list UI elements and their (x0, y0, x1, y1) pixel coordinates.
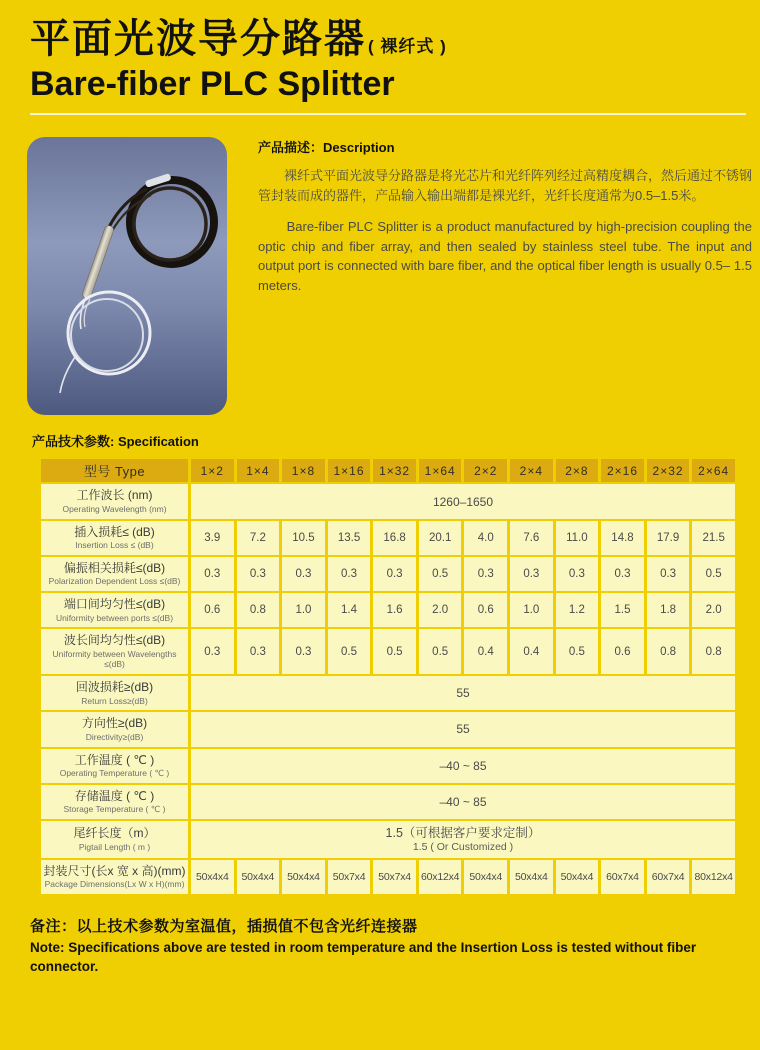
spec-value-cell: 11.0 (556, 521, 599, 555)
spec-value-cell: 60x7x4 (601, 860, 644, 894)
row-label-cell (41, 860, 188, 894)
row-label-en: Insertion Loss ≤ (dB) (75, 540, 154, 551)
spec-span-cell: 1260–1650 (191, 484, 735, 518)
column-header: 1×2 (191, 459, 234, 482)
spec-value-cell: 50x4x4 (237, 860, 280, 894)
spec-value-cell: 1.8 (647, 593, 690, 627)
row-label-cell (41, 593, 188, 627)
row-label-cell (41, 629, 188, 674)
spec-value-cell: 80x12x4 (692, 860, 735, 894)
spec-span-cell: 55 (191, 676, 735, 710)
specification-section (0, 431, 760, 896)
spec-value-cell: 0.8 (237, 593, 280, 627)
row-label-en: Operating Temperature ( ℃ ) (59, 768, 170, 779)
row-label-cn: 端口间均匀性≤(dB) (63, 597, 166, 612)
spec-value-cell: 1.0 (282, 593, 325, 627)
row-label-cn: 工作温度 ( ℃ ) (74, 752, 155, 767)
spec-value-cell: 2.0 (692, 593, 735, 627)
row-label-en: Package Dimensions(Lx W x H)(mm) (44, 879, 185, 890)
spec-span-cell: 55 (191, 712, 735, 746)
page-header (0, 0, 760, 115)
spec-value-cell: 16.8 (373, 521, 416, 555)
spec-table-row (41, 629, 735, 674)
spec-value-cell: 4.0 (464, 521, 507, 555)
spec-value-cell: 1.4 (328, 593, 371, 627)
spec-value-cell: 0.5 (692, 557, 735, 591)
spec-corner-header: 型号 Type (41, 459, 188, 482)
row-label-cell (41, 676, 188, 710)
spec-value-cell: 0.5 (556, 629, 599, 674)
row-label-cn: 回波损耗≥(dB) (75, 680, 154, 695)
spec-table-row (41, 676, 735, 710)
column-header: 1×16 (328, 459, 371, 482)
description-paragraph-en: Bare-fiber PLC Splitter is a product manufactured by high-precision coupling the optic chip and fiber array, and then sealed by stainless steel tube. The input and output port is connected with bare fiber, and the optical fiber length is usually 0.5– 1.5 meters. (258, 219, 752, 293)
column-header: 1×8 (282, 459, 325, 482)
row-label-cn: 存储温度 ( ℃ ) (74, 788, 155, 803)
description-heading: 产品描述：Description (258, 140, 395, 156)
row-label-cell (41, 749, 188, 783)
spec-span-cell: –40 ~ 85 (191, 785, 735, 819)
title-underline (30, 113, 746, 115)
spec-value-cell: 0.5 (419, 629, 462, 674)
spec-value-cell: 50x7x4 (373, 860, 416, 894)
spec-value-cell: 0.3 (191, 629, 234, 674)
spec-value-cell: 50x7x4 (328, 860, 371, 894)
column-header: 2×2 (464, 459, 507, 482)
spec-value-cell: 0.3 (510, 557, 553, 591)
spec-value-cell: 0.3 (237, 629, 280, 674)
spec-value-cell: 0.8 (647, 629, 690, 674)
row-label-en: Uniformity between Wavelengths ≤(dB) (52, 648, 177, 670)
row-label-cn: 工作波长 (nm) (76, 488, 153, 503)
spec-table-row (41, 860, 735, 894)
description-block (258, 137, 752, 415)
row-label-cell (41, 821, 188, 858)
spec-value-cell: 2.0 (419, 593, 462, 627)
row-label-en: Return Loss≥(dB) (81, 695, 148, 706)
column-header: 2×64 (692, 459, 735, 482)
spec-value-cell: 0.3 (237, 557, 280, 591)
spec-value-cell: 0.6 (464, 593, 507, 627)
spec-value-cell: 21.5 (692, 521, 735, 555)
spec-value-cell: 0.4 (510, 629, 553, 674)
spec-value-cell: 7.2 (237, 521, 280, 555)
spec-value-cell: 60x7x4 (647, 860, 690, 894)
column-header: 2×8 (556, 459, 599, 482)
spec-header-row (41, 459, 735, 482)
spec-value-cell: 1.6 (373, 593, 416, 627)
row-label-en: Uniformity between ports ≤(dB) (55, 612, 174, 623)
row-label-en: Directivity≥(dB) (85, 731, 144, 742)
spec-value-cell: 13.5 (328, 521, 371, 555)
note-line-cn: 备注：以上技术参数为室温值，插损值不包含光纤连接器 (30, 918, 418, 936)
spec-value-cell: 0.3 (282, 629, 325, 674)
intro-section (27, 137, 752, 415)
fiber-splitter-photo-illustration (27, 137, 227, 415)
spec-value-cell: 50x4x4 (510, 860, 553, 894)
spec-table-row (41, 521, 735, 555)
spec-value-cell: 0.3 (464, 557, 507, 591)
row-label-cell (41, 521, 188, 555)
row-label-cn: 插入损耗≤ (dB) (74, 524, 155, 539)
note-block (30, 916, 756, 977)
spec-value-cell: 0.5 (373, 629, 416, 674)
spec-value-cell: 1.2 (556, 593, 599, 627)
row-label-cn: 偏振相关损耗≤(dB) (63, 560, 166, 575)
row-label-cn: 波长间均匀性≤(dB) (63, 633, 166, 648)
spec-value-cell: 0.6 (601, 629, 644, 674)
spec-value-cell: 0.3 (328, 557, 371, 591)
row-label-en: Polarization Dependent Loss ≤(dB) (48, 576, 181, 587)
spec-table-row (41, 712, 735, 746)
column-header: 1×64 (419, 459, 462, 482)
column-header: 1×4 (237, 459, 280, 482)
row-label-cell (41, 557, 188, 591)
spec-table-row (41, 749, 735, 783)
spec-value-cell: 1.5 (601, 593, 644, 627)
page-title-cn-suffix: ( 裸纤式 ) (368, 37, 447, 56)
row-label-cn: 封装尺寸(长x 宽 x 高)(mm) (43, 863, 186, 878)
column-header: 2×16 (601, 459, 644, 482)
spec-value-cell: 3.9 (191, 521, 234, 555)
spec-table-row (41, 785, 735, 819)
row-label-en: Storage Temperature ( ℃ ) (63, 804, 166, 815)
spec-span-line1: 1.5（可根据客户要求定制） (385, 825, 541, 840)
spec-value-cell: 50x4x4 (282, 860, 325, 894)
specification-heading: 产品技术参数: Specification (32, 434, 199, 450)
spec-value-cell: 50x4x4 (556, 860, 599, 894)
spec-value-cell: 20.1 (419, 521, 462, 555)
column-header: 1×32 (373, 459, 416, 482)
spec-value-cell: 50x4x4 (464, 860, 507, 894)
note-line-en: Note: Specifications above are tested in room temperature and the Insertion Loss is tested without fiber connector. (30, 939, 697, 975)
spec-value-cell: 0.3 (647, 557, 690, 591)
spec-span-cell: –40 ~ 85 (191, 749, 735, 783)
row-label-cell (41, 785, 188, 819)
description-paragraph-cn: 裸纤式平面光波导分路器是将光芯片和光纤阵列经过高精度耦合，然后通过不锈钢管封装而成的器件，产品输入输出端都是裸光纤，光纤长度通常为0.5–1.5米。 (258, 168, 753, 203)
row-label-cn: 尾纤长度（m） (73, 826, 156, 841)
spec-value-cell: 0.3 (556, 557, 599, 591)
column-header: 2×4 (510, 459, 553, 482)
product-photo (27, 137, 227, 415)
spec-value-cell: 0.4 (464, 629, 507, 674)
spec-value-cell: 50x4x4 (191, 860, 234, 894)
spec-value-cell: 0.8 (692, 629, 735, 674)
column-header: 2×32 (647, 459, 690, 482)
spec-value-cell: 14.8 (601, 521, 644, 555)
row-label-en: Operating Wavelength (nm) (62, 503, 167, 514)
spec-value-cell: 0.5 (419, 557, 462, 591)
spec-value-cell: 1.0 (510, 593, 553, 627)
spec-value-cell: 0.5 (328, 629, 371, 674)
row-label-en: Pigtail Length ( m ) (78, 841, 151, 852)
spec-table-row (41, 593, 735, 627)
page-title-en: Bare-fiber PLC Splitter (30, 65, 395, 103)
spec-value-cell: 0.6 (191, 593, 234, 627)
spec-table-row (41, 557, 735, 591)
row-label-cell (41, 712, 188, 746)
spec-table-row (41, 821, 735, 858)
spec-span-cell (191, 821, 735, 858)
spec-value-cell: 0.3 (373, 557, 416, 591)
spec-span-line2: 1.5 ( Or Customized ) (412, 841, 514, 854)
spec-table-row (41, 484, 735, 518)
spec-value-cell: 17.9 (647, 521, 690, 555)
page-title-cn-text: 平面光波导分路器 (30, 17, 366, 61)
spec-value-cell: 0.3 (282, 557, 325, 591)
spec-value-cell: 10.5 (282, 521, 325, 555)
specification-table (38, 457, 738, 896)
row-label-cn: 方向性≥(dB) (81, 716, 148, 731)
spec-value-cell: 0.3 (191, 557, 234, 591)
page-title-cn (30, 16, 746, 62)
spec-value-cell: 60x12x4 (419, 860, 462, 894)
spec-value-cell: 0.3 (601, 557, 644, 591)
spec-value-cell: 7.6 (510, 521, 553, 555)
row-label-cell (41, 484, 188, 518)
